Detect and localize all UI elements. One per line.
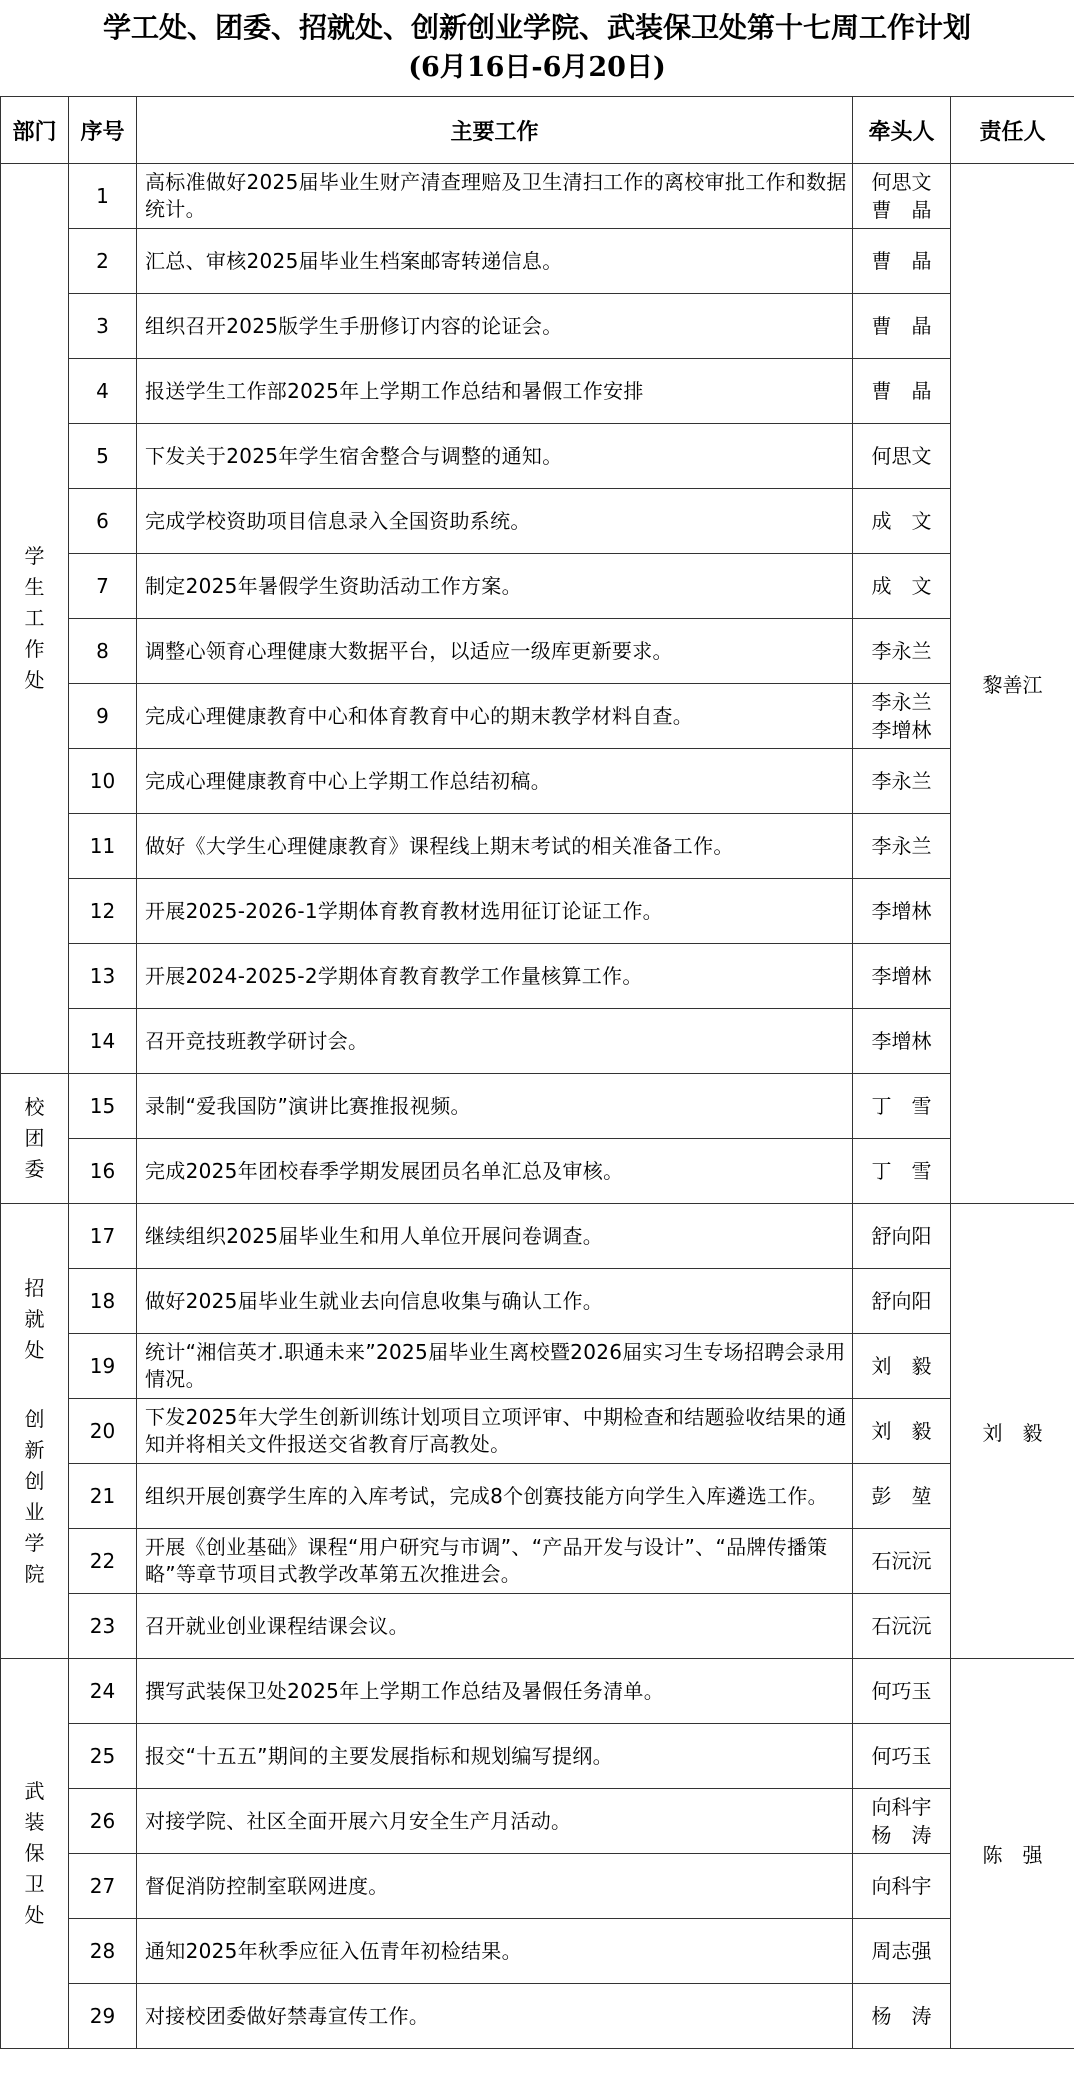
responsible-person-1: 黎善江 — [951, 164, 1074, 1204]
lead-name: 曹 晶 — [871, 314, 932, 338]
row-seq: 19 — [69, 1334, 137, 1399]
dept-name: 学生工作处 — [24, 544, 45, 692]
row-work: 开展2024-2025-2学期体育教育教学工作量核算工作。 — [137, 944, 853, 1009]
lead-name: 彭 堃 — [871, 1484, 932, 1508]
row-lead — [853, 1594, 951, 1659]
row-seq: 17 — [69, 1204, 137, 1269]
responsible-person-2: 刘 毅 — [951, 1204, 1074, 1659]
row-lead — [853, 1529, 951, 1594]
row-lead — [853, 879, 951, 944]
row-lead — [853, 619, 951, 684]
row-seq: 4 — [69, 359, 137, 424]
row-lead — [853, 424, 951, 489]
row-work: 完成心理健康教育中心上学期工作总结初稿。 — [137, 749, 853, 814]
row-work: 开展《创业基础》课程“用户研究与市调”、“产品开发与设计”、“品牌传播策略”等章节项目式教学改革第五次推进会。 — [137, 1529, 853, 1594]
row-seq: 6 — [69, 489, 137, 554]
table-row — [1, 164, 1074, 229]
row-work: 组织召开2025版学生手册修订内容的论证会。 — [137, 294, 853, 359]
lead-name: 石沅沅 — [871, 1614, 932, 1638]
row-lead — [853, 489, 951, 554]
header-resp: 责任人 — [951, 97, 1074, 164]
table-row — [1, 424, 1074, 489]
table-row — [1, 1919, 1074, 1984]
lead-name: 舒向阳 — [871, 1289, 932, 1313]
dept-name: 招就处 — [24, 1275, 45, 1362]
row-lead — [853, 814, 951, 879]
table-row — [1, 294, 1074, 359]
row-seq: 12 — [69, 879, 137, 944]
table-row — [1, 1139, 1074, 1204]
row-lead — [853, 1334, 951, 1399]
row-lead — [853, 359, 951, 424]
lead-name: 曹 晶 — [871, 379, 932, 403]
table-row — [1, 1009, 1074, 1074]
lead-name: 李永兰 — [871, 834, 932, 858]
lead-name: 石沅沅 — [871, 1549, 932, 1573]
row-work: 做好《大学生心理健康教育》课程线上期末考试的相关准备工作。 — [137, 814, 853, 879]
row-seq: 27 — [69, 1854, 137, 1919]
dept-name: 校团委 — [24, 1095, 45, 1181]
row-work: 制定2025年暑假学生资助活动工作方案。 — [137, 554, 853, 619]
row-lead — [853, 1269, 951, 1334]
row-work: 完成学校资助项目信息录入全国资助系统。 — [137, 489, 853, 554]
row-lead — [853, 1854, 951, 1919]
lead-name-2: 李增林 — [871, 718, 932, 742]
title-line-2: (6月16日-6月20日) — [408, 52, 666, 83]
dept-label — [23, 1776, 47, 1931]
lead-name: 李永兰 — [871, 639, 932, 663]
row-lead — [853, 684, 951, 749]
table-row — [1, 1399, 1074, 1464]
row-work: 调整心领育心理健康大数据平台，以适应一级库更新要求。 — [137, 619, 853, 684]
dept-label — [23, 1273, 47, 1590]
dept-youth-league — [1, 1074, 69, 1204]
row-work: 做好2025届毕业生就业去向信息收集与确认工作。 — [137, 1269, 853, 1334]
row-lead — [853, 1204, 951, 1269]
table-row — [1, 1659, 1074, 1724]
header-dept: 部门 — [1, 97, 69, 164]
lead-name: 李增林 — [871, 964, 932, 988]
table-row — [1, 1984, 1074, 2049]
row-lead — [853, 554, 951, 619]
row-lead — [853, 294, 951, 359]
row-lead — [853, 1984, 951, 2049]
row-work: 对接校团委做好禁毒宣传工作。 — [137, 1984, 853, 2049]
lead-name-2: 曹 晶 — [871, 198, 932, 222]
table-row — [1, 1789, 1074, 1854]
row-work: 报送学生工作部2025年上学期工作总结和暑假工作安排 — [137, 359, 853, 424]
lead-name: 李增林 — [871, 899, 932, 923]
lead-name: 李永兰 — [871, 690, 932, 714]
row-seq: 11 — [69, 814, 137, 879]
row-lead — [853, 164, 951, 229]
row-work: 召开竞技班教学研讨会。 — [137, 1009, 853, 1074]
row-lead — [853, 1789, 951, 1854]
row-work: 录制“爱我国防”演讲比赛推报视频。 — [137, 1074, 853, 1139]
row-lead — [853, 749, 951, 814]
table-body — [1, 164, 1074, 2049]
row-lead — [853, 1464, 951, 1529]
table-row — [1, 229, 1074, 294]
row-seq: 20 — [69, 1399, 137, 1464]
row-seq: 23 — [69, 1594, 137, 1659]
row-lead — [853, 1009, 951, 1074]
table-row — [1, 814, 1074, 879]
lead-name: 丁 雪 — [871, 1094, 932, 1118]
table-row — [1, 1594, 1074, 1659]
header-work: 主要工作 — [137, 97, 853, 164]
title-line-1: 学工处、团委、招就处、创新创业学院、武装保卫处第十七周工作计划 — [102, 11, 971, 44]
row-seq: 15 — [69, 1074, 137, 1139]
lead-name: 丁 雪 — [871, 1159, 932, 1183]
table-row — [1, 1334, 1074, 1399]
table-row — [1, 1074, 1074, 1139]
row-lead — [853, 1074, 951, 1139]
lead-name: 何思文 — [871, 444, 932, 468]
row-seq: 13 — [69, 944, 137, 1009]
row-work: 通知2025年秋季应征入伍青年初检结果。 — [137, 1919, 853, 1984]
responsible-person-3: 陈 强 — [951, 1659, 1074, 2049]
lead-name: 成 文 — [871, 574, 932, 598]
dept-label — [23, 1092, 47, 1185]
dept-label-gap — [23, 1366, 47, 1404]
row-lead — [853, 1659, 951, 1724]
row-seq: 28 — [69, 1919, 137, 1984]
row-lead — [853, 1139, 951, 1204]
row-seq: 9 — [69, 684, 137, 749]
lead-name: 向科宇 — [871, 1874, 932, 1898]
row-lead — [853, 229, 951, 294]
row-work: 统计“湘信英才.职通未来”2025届毕业生离校暨2026届实习生专场招聘会录用情况。 — [137, 1334, 853, 1399]
row-work: 下发关于2025年学生宿舍整合与调整的通知。 — [137, 424, 853, 489]
header-lead: 牵头人 — [853, 97, 951, 164]
row-lead — [853, 1919, 951, 1984]
table-row — [1, 359, 1074, 424]
table-row — [1, 619, 1074, 684]
lead-name: 曹 晶 — [871, 249, 932, 273]
row-seq: 10 — [69, 749, 137, 814]
lead-name: 何思文 — [871, 170, 932, 194]
row-seq: 7 — [69, 554, 137, 619]
row-seq: 16 — [69, 1139, 137, 1204]
lead-name: 李永兰 — [871, 769, 932, 793]
row-work: 高标准做好2025届毕业生财产清查理赔及卫生清扫工作的离校审批工作和数据统计。 — [137, 164, 853, 229]
row-work: 开展2025-2026-1学期体育教育教材选用征订论证工作。 — [137, 879, 853, 944]
row-seq: 3 — [69, 294, 137, 359]
table-row — [1, 1724, 1074, 1789]
row-work: 对接学院、社区全面开展六月安全生产月活动。 — [137, 1789, 853, 1854]
row-seq: 18 — [69, 1269, 137, 1334]
row-seq: 26 — [69, 1789, 137, 1854]
row-seq: 2 — [69, 229, 137, 294]
row-seq: 14 — [69, 1009, 137, 1074]
lead-name: 刘 毅 — [871, 1354, 932, 1378]
table-header-row — [1, 97, 1074, 164]
table-row — [1, 944, 1074, 1009]
row-lead — [853, 944, 951, 1009]
dept-name: 创新创业学院 — [24, 1406, 45, 1586]
row-work: 下发2025年大学生创新训练计划项目立项评审、中期检查和结题验收结果的通知并将相关文件报送交省教育厅高教处。 — [137, 1399, 853, 1464]
dept-security — [1, 1659, 69, 2049]
lead-name: 李增林 — [871, 1029, 932, 1053]
table-row — [1, 1529, 1074, 1594]
lead-name: 舒向阳 — [871, 1224, 932, 1248]
row-lead — [853, 1724, 951, 1789]
row-work: 报交“十五五”期间的主要发展指标和规划编写提纲。 — [137, 1724, 853, 1789]
table-row — [1, 1204, 1074, 1269]
row-seq: 21 — [69, 1464, 137, 1529]
row-work: 继续组织2025届毕业生和用人单位开展问卷调查。 — [137, 1204, 853, 1269]
row-seq: 1 — [69, 164, 137, 229]
lead-name: 成 文 — [871, 509, 932, 533]
row-work: 组织开展创赛学生库的入库考试，完成8个创赛技能方向学生入库遴选工作。 — [137, 1464, 853, 1529]
lead-name: 刘 毅 — [871, 1419, 932, 1443]
row-seq: 25 — [69, 1724, 137, 1789]
dept-name: 武装保卫处 — [24, 1779, 45, 1927]
row-seq: 22 — [69, 1529, 137, 1594]
table-row — [1, 749, 1074, 814]
row-work: 完成心理健康教育中心和体育教育中心的期末教学材料自查。 — [137, 684, 853, 749]
row-seq: 5 — [69, 424, 137, 489]
row-work: 督促消防控制室联网进度。 — [137, 1854, 853, 1919]
row-seq: 24 — [69, 1659, 137, 1724]
table-row — [1, 1854, 1074, 1919]
lead-name: 何巧玉 — [871, 1679, 932, 1703]
table-row — [1, 879, 1074, 944]
work-plan-table — [0, 96, 1074, 2049]
dept-label — [23, 541, 47, 696]
lead-name: 周志强 — [871, 1939, 932, 1963]
table-row — [1, 1269, 1074, 1334]
row-work: 汇总、审核2025届毕业生档案邮寄转递信息。 — [137, 229, 853, 294]
lead-name-2: 杨 涛 — [871, 1823, 932, 1847]
row-lead — [853, 1399, 951, 1464]
row-work: 撰写武装保卫处2025年上学期工作总结及暑假任务清单。 — [137, 1659, 853, 1724]
lead-name: 向科宇 — [871, 1795, 932, 1819]
row-seq: 29 — [69, 1984, 137, 2049]
table-row — [1, 684, 1074, 749]
table-row — [1, 489, 1074, 554]
header-seq: 序号 — [69, 97, 137, 164]
row-work: 完成2025年团校春季学期发展团员名单汇总及审核。 — [137, 1139, 853, 1204]
row-work: 召开就业创业课程结课会议。 — [137, 1594, 853, 1659]
table-row — [1, 554, 1074, 619]
row-seq: 8 — [69, 619, 137, 684]
document-title — [0, 0, 1074, 96]
lead-name: 何巧玉 — [871, 1744, 932, 1768]
lead-name: 杨 涛 — [871, 2004, 932, 2028]
dept-employment-innovation — [1, 1204, 69, 1659]
table-row — [1, 1464, 1074, 1529]
dept-student-affairs — [1, 164, 69, 1074]
